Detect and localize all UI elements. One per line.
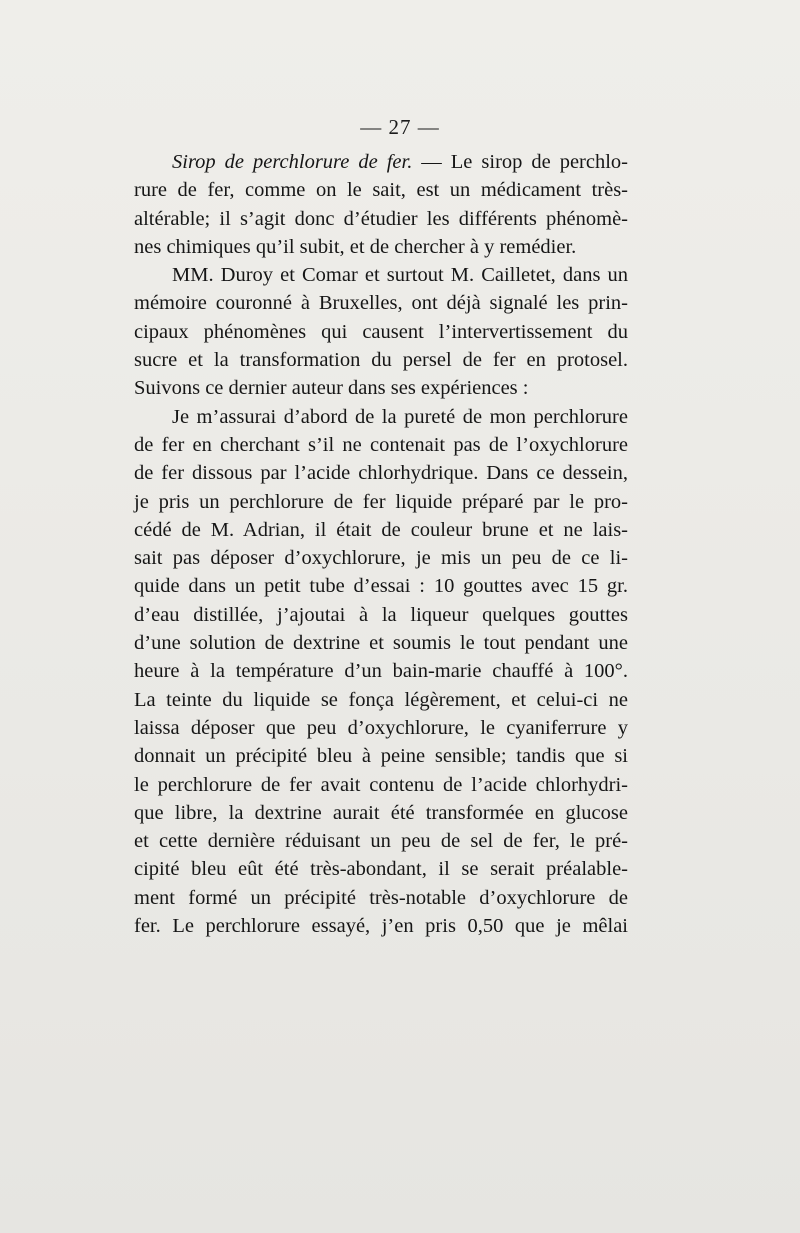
- heading-continuation: — Le sirop de perchlo-: [412, 151, 628, 173]
- text-line: altérable; il s’agit donc d’étudier les différents phénomè-: [134, 207, 628, 230]
- text-line: d’eau distillée, j’ajoutai à la liqueur quelques gouttes: [134, 603, 628, 626]
- text-line: d’une solution de dextrine et soumis le tout pendant une: [134, 632, 628, 655]
- text-line: de fer dissous par l’acide chlorhydrique. Dans ce dessein,: [134, 462, 628, 485]
- text-line: laissa déposer que peu d’oxychlorure, le cyaniferrure y: [134, 716, 628, 739]
- page-number: — 27 —: [360, 115, 440, 139]
- text-line: sucre et la transformation du persel de fer en protosel.: [134, 349, 628, 372]
- text-line: Suivons ce dernier auteur dans ses expériences :: [134, 377, 529, 400]
- text-line: nes chimiques qu’il subit, et de chercher à y remédier.: [134, 235, 577, 258]
- text-line: sait pas déposer d’oxychlorure, je mis un peu de ce li-: [134, 547, 628, 570]
- text-line: mémoire couronné à Bruxelles, ont déjà signalé les prin-: [134, 292, 628, 315]
- text-line: La teinte du liquide se fonça légèrement, et celui-ci ne: [134, 688, 628, 711]
- text-line: que libre, la dextrine aurait été transformée en glucose: [134, 801, 628, 824]
- body-text: [134, 148, 628, 940]
- text-line: rure de fer, comme on le sait, est un médicament très-: [134, 179, 628, 202]
- text-line: MM. Duroy et Comar et surtout M. Cailletet, dans un: [172, 264, 628, 287]
- text-line: cipaux phénomènes qui causent l’intervertissement du: [134, 320, 628, 343]
- text-line: cipité bleu eût été très-abondant, il se serait préalable-: [134, 858, 628, 881]
- text-line: le perchlorure de fer avait contenu de l’acide chlorhydri-: [134, 773, 628, 796]
- text-line: je pris un perchlorure de fer liquide préparé par le pro-: [134, 490, 628, 513]
- text-line: et cette dernière réduisant un peu de sel de fer, le pré-: [134, 830, 628, 853]
- text-line: ment formé un précipité très-notable d’oxychlorure de: [134, 886, 628, 909]
- text-line-heading: [134, 148, 628, 176]
- text-line: cédé de M. Adrian, il était de couleur brune et ne lais-: [134, 518, 628, 541]
- text-line: heure à la température d’un bain-marie chauffé à 100°.: [134, 660, 628, 683]
- text-line: donnait un précipité bleu à peine sensible; tandis que si: [134, 745, 628, 768]
- text-line: de fer en cherchant s’il ne contenait pas de l’oxychlorure: [134, 433, 628, 456]
- text-line: Je m’assurai d’abord de la pureté de mon perchlorure: [172, 405, 628, 428]
- text-line: quide dans un petit tube d’essai : 10 gouttes avec 15 gr.: [134, 575, 628, 598]
- section-heading: Sirop de perchlorure de fer.: [172, 151, 413, 173]
- text-line: fer. Le perchlorure essayé, j’en pris 0,50 que je mêlai: [134, 915, 628, 938]
